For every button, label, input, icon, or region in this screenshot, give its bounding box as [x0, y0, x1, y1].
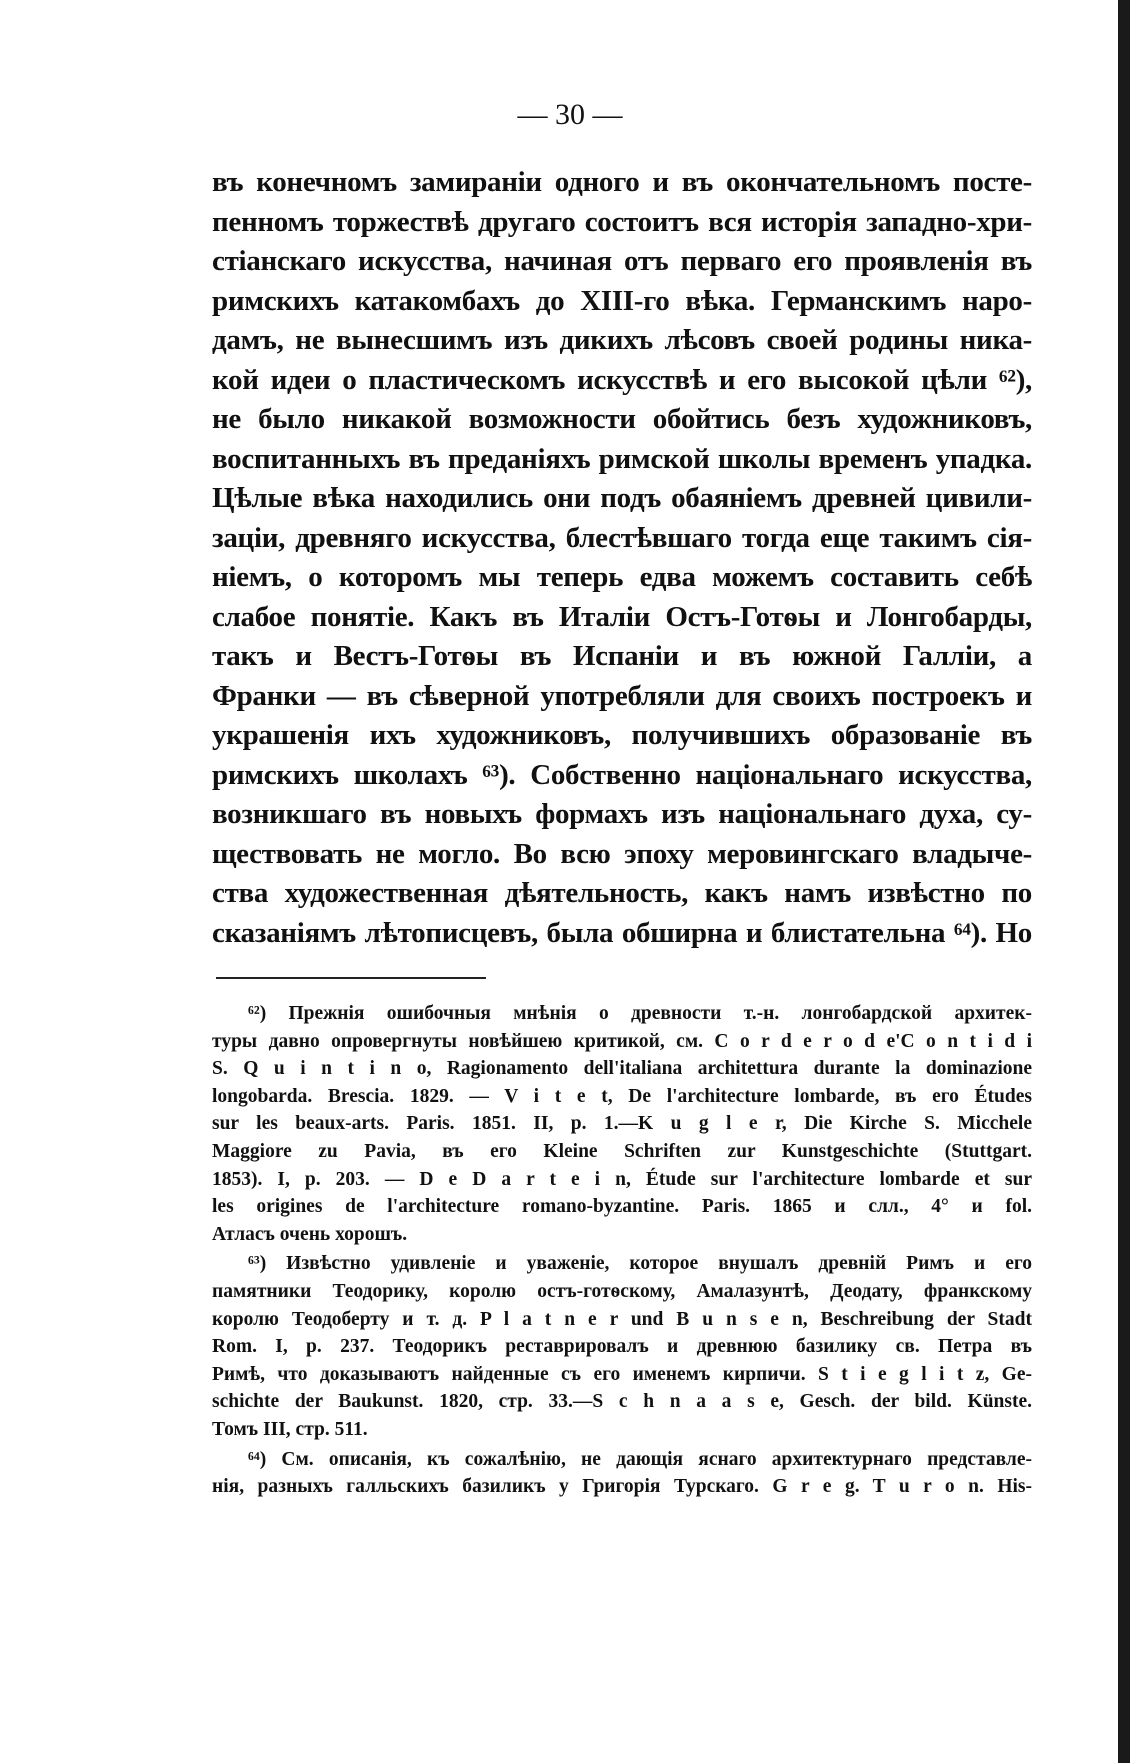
body-line: стіанскаго искусства, начиная отъ перваго его проявленія въ — [212, 245, 1032, 277]
footnote-64-line: нія, разныхъ галльскихъ базиликъ у Григорія Турскаго. G r e g. T u r o n. His- — [212, 1476, 1032, 1498]
footnote-63-line: памятники Теодорику, королю остъ-готѳскому, Амалазунтѣ, Деодату, франкскому — [212, 1280, 1032, 1302]
footnote-63-line: schichte der Baukunst. 1820, стр. 33.—S c h n a a s e, Gesch. der bild. Künste. — [212, 1391, 1032, 1413]
body-line: римскихъ катакомбахъ до XIII-го вѣка. Германскимъ наро- — [212, 284, 1032, 317]
body-line: въ конечномъ замираніи одного и въ окончательномъ посте- — [212, 166, 1032, 198]
body-line: кой идеи о пластическомъ искусствѣ и его высокой цѣли ⁶²), — [212, 363, 1032, 396]
footnote-63-line: Римѣ, что доказываютъ найденные съ его именемъ кирпичи. S t i e g l i t z, Ge- — [212, 1363, 1032, 1385]
body-line: Франки — въ сѣверной употребляли для своихъ построекъ и — [212, 679, 1032, 712]
body-line: Цѣлые вѣка находились они подъ обаяніемъ древней цивили- — [212, 482, 1032, 514]
footnote-62-line: Maggiore zu Pavia, въ его Kleine Schriften zur Kunstgeschichte (Stuttgart. — [212, 1140, 1032, 1162]
footnote-62-line: ⁶²) Прежнія ошибочныя мнѣнія о древности т.-н. лонгобардской архитек- — [248, 1003, 1032, 1024]
body-line: украшенія ихъ художниковъ, получившихъ образованіе въ — [212, 719, 1032, 751]
body-text — [212, 163, 1032, 953]
footnote-63-line: Rom. I, p. 237. Теодорикъ реставрировалъ и древнюю базилику св. Петра въ — [212, 1336, 1032, 1358]
body-line: возникшаго въ новыхъ формахъ изъ національнаго духа, су- — [212, 798, 1032, 830]
body-line: не было никакой возможности обойтись безъ художниковъ, — [212, 403, 1032, 435]
body-line: ства художественная дѣятельность, какъ намъ извѣстно по — [212, 877, 1032, 909]
footnote-62-line: Атласъ очень хорошъ. — [212, 1223, 408, 1245]
footnote-62-line: longobarda. Brescia. 1829. — V i t e t, De l'architecture lombarde, въ его Études — [212, 1085, 1032, 1107]
footnote-62-line: les origines de l'architecture romano-byzantine. Paris. 1865 и слл., 4° и fol. — [212, 1196, 1032, 1218]
footnote-separator — [216, 977, 486, 979]
body-line: сказаніямъ лѣтописцевъ, была обширна и блистательна ⁶⁴). Но — [212, 916, 1032, 949]
body-line: ніемъ, о которомъ мы теперь едва можемъ составить себѣ — [212, 561, 1032, 593]
body-line: заціи, древняго искусства, блестѣвшаго тогда еще такимъ сія- — [212, 521, 1032, 554]
footnote-62-line: sur les beaux-arts. Paris. 1851. II, p. 1.—K u g l e r, Die Kirche S. Micchele — [212, 1113, 1032, 1135]
footnote-62-line: S. Q u i n t i n o, Ragionamento dell'italiana architettura durante la dominazione — [212, 1058, 1032, 1080]
body-line: пенномъ торжествѣ другаго состоитъ вся исторія западно-хри- — [212, 205, 1032, 238]
body-line: такъ и Вестъ-Готѳы въ Испаніи и въ южной Галліи, а — [212, 640, 1032, 672]
footnote-62-line: 1853). I, p. 203. — D e D a r t e i n, Étude sur l'architecture lombarde et sur — [212, 1168, 1032, 1190]
page-number: — 30 — — [517, 98, 623, 131]
footnote-62-line: туры давно опровергнуты новѣйшею критикой, см. C o r d e r o d e'C o n t i d i — [212, 1030, 1032, 1052]
body-line: дамъ, не вынесшимъ изъ дикихъ лѣсовъ своей родины ника- — [212, 324, 1032, 356]
footnote-64-line: ⁶⁴) См. описанія, къ сожалѣнію, не дающія яснаго архитектурнаго представле- — [248, 1448, 1032, 1470]
scan-edge-shadow — [1118, 0, 1130, 1763]
body-line: воспитанныхъ въ преданіяхъ римской школы временъ упадка. — [212, 442, 1032, 475]
footnote-63-line: Томъ III, стр. 511. — [212, 1418, 368, 1440]
footnotes — [212, 1000, 1032, 1503]
body-line: римскихъ школахъ ⁶³). Собственно національнаго искусства, — [212, 758, 1032, 791]
body-line: ществовать не могло. Во всю эпоху меровингскаго владыче- — [212, 837, 1032, 870]
body-line: слабое понятіе. Какъ въ Италіи Остъ-Готѳы и Лонгобарды, — [212, 600, 1032, 633]
footnote-63-line: ⁶³) Извѣстно удивленіе и уваженіе, которое внушалъ древній Римъ и его — [248, 1253, 1032, 1275]
footnote-63-line: королю Теодоберту и т. д. P l a t n e r und B u n s e n, Beschreibung der Stadt — [212, 1308, 1032, 1330]
